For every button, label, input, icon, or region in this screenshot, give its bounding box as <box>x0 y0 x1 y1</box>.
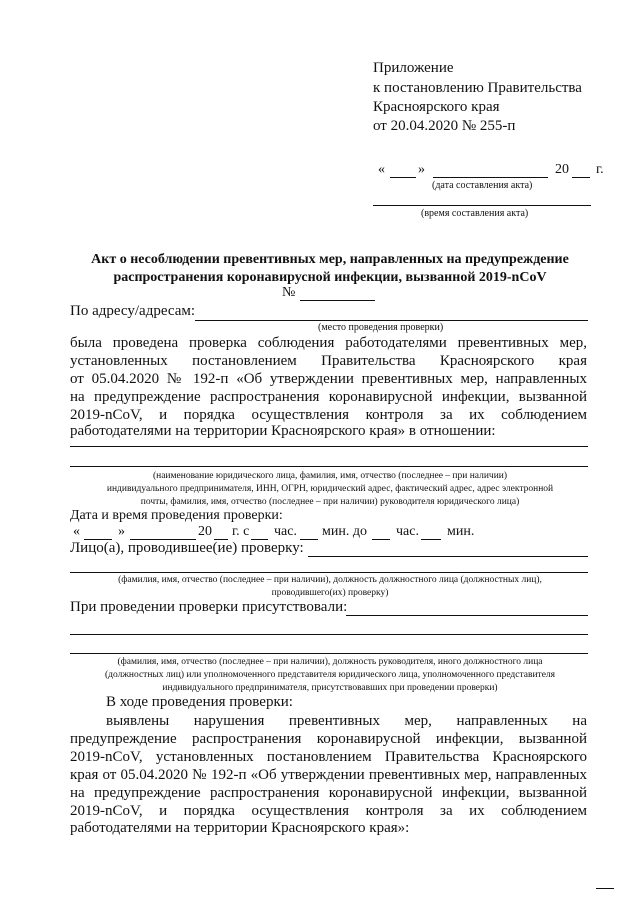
date-caption: (дата составления акта) <box>432 180 533 191</box>
year-prefix: 20 <box>555 162 569 177</box>
findings-heading: В ходе проведения проверки: <box>106 694 293 710</box>
date-close-quote: » <box>418 162 425 177</box>
findings-line-7: работодателями на территории Красноярского края»: <box>70 820 410 836</box>
inspection-open-quote: « <box>73 524 80 539</box>
inspection-hour-to-blank[interactable] <box>372 539 390 540</box>
title-line-2: распространения коронавирусной инфекции, вызванной 2019-nCoV <box>113 270 547 285</box>
header-line-3: Красноярского края <box>373 99 500 115</box>
header-line-4: от 20.04.2020 № 255-п <box>373 118 516 134</box>
inspection-min-1: мин. до <box>322 524 367 539</box>
inspector-blank-1[interactable] <box>308 556 588 557</box>
year-suffix: г. <box>596 162 604 177</box>
present-blank-2[interactable] <box>70 634 588 635</box>
present-blank-1[interactable] <box>346 615 588 616</box>
present-label: При проведении проверки присутствовали: <box>70 599 348 615</box>
findings-line-6: 2019-nCoV, и порядка осуществления контроля за их соблюдением <box>70 803 587 819</box>
inspection-min-2: мин. <box>447 524 475 539</box>
address-caption: (место проведения проверки) <box>318 322 444 333</box>
day-blank[interactable] <box>390 177 416 178</box>
address-label: По адресу/адресам: <box>70 303 196 319</box>
inspector-blank-2[interactable] <box>70 572 588 573</box>
corner-mark <box>596 888 614 889</box>
inspector-label: Лицо(а), проводившее(ие) проверку: <box>70 540 304 556</box>
entity-blank-1[interactable] <box>70 446 588 447</box>
date-open-quote: « <box>378 162 385 177</box>
present-caption-1: (фамилия, имя, отчество (последнее – при наличии), должность руководителя, иного должностного лица <box>117 657 543 667</box>
intro-line-2: установленных постановлением Правительства Красноярского края <box>70 353 587 369</box>
month-blank[interactable] <box>433 177 548 178</box>
findings-line-4: края от 05.04.2020 № 192-п «Об утверждении превентивных мер, направленных <box>70 767 587 783</box>
present-blank-3[interactable] <box>70 653 588 654</box>
year-blank[interactable] <box>572 177 590 178</box>
findings-line-2: предупреждение распространения коронавирусной инфекции, вызванной <box>70 731 587 747</box>
intro-line-4: на предупреждение распространения коронавирусной инфекции, вызванной <box>70 389 587 405</box>
intro-line-6: работодателями на территории Красноярского края» в отношении: <box>70 423 496 439</box>
time-caption: (время составления акта) <box>421 208 529 219</box>
title-line-1: Акт о несоблюдении превентивных мер, направленных на предупреждение <box>91 252 569 267</box>
findings-line-1: выявлены нарушения превентивных мер, направленных на <box>106 713 587 729</box>
number-sign: № <box>282 285 296 300</box>
inspector-caption-2: проводившего(их) проверку) <box>271 588 389 598</box>
entity-blank-2[interactable] <box>70 466 588 467</box>
header-line-2: к постановлению Правительства <box>373 80 582 96</box>
findings-line-5: на предупреждение распространения коронавирусной инфекции, вызванной <box>70 785 587 801</box>
intro-line-3: от 05.04.2020 № 192-п «Об утверждении превентивных мер, направленных <box>70 371 587 387</box>
inspection-year-prefix: 20 <box>198 524 212 539</box>
intro-line-5: 2019-nCoV, и порядка осуществления контроля за их соблюдением <box>70 407 587 423</box>
entity-caption-1: (наименование юридического лица, фамилия, имя, отчество (последнее – при наличии) <box>152 471 508 481</box>
present-caption-2: (должностных лиц) или уполномоченного представителя юридического лица, уполномоченного представителя <box>104 670 556 680</box>
address-blank[interactable] <box>195 320 588 321</box>
intro-line-1: была проведена проверка соблюдения работодателями превентивных мер, <box>70 335 587 351</box>
inspection-hour-1: час. <box>274 524 297 539</box>
entity-caption-2: индивидуального предпринимателя, ИНН, ОГРН, юридический адрес, фактический адрес, адрес электронной <box>106 484 554 494</box>
inspection-close-quote: » <box>118 524 125 539</box>
inspection-time-label: Дата и время проведения проверки: <box>70 508 283 523</box>
time-blank[interactable] <box>373 205 591 206</box>
present-caption-3: индивидуального предпринимателя, присутствовавших при проведении проверки) <box>162 683 498 693</box>
inspection-min-to-blank[interactable] <box>421 539 441 540</box>
entity-caption-3: почты, фамилия, имя, отчество (последнее – при наличии) руководителя юридического лица) <box>140 497 520 507</box>
findings-line-3: 2019-nCoV, установленных постановлением Правительства Красноярского <box>70 749 587 765</box>
header-line-1: Приложение <box>373 60 454 76</box>
inspection-hour-2: час. <box>396 524 419 539</box>
act-number-blank[interactable] <box>300 300 375 301</box>
inspector-caption-1: (фамилия, имя, отчество (последнее – при наличии), должность должностного лица (должностных лиц), <box>118 575 542 585</box>
inspection-from-label: г. с <box>232 524 250 539</box>
